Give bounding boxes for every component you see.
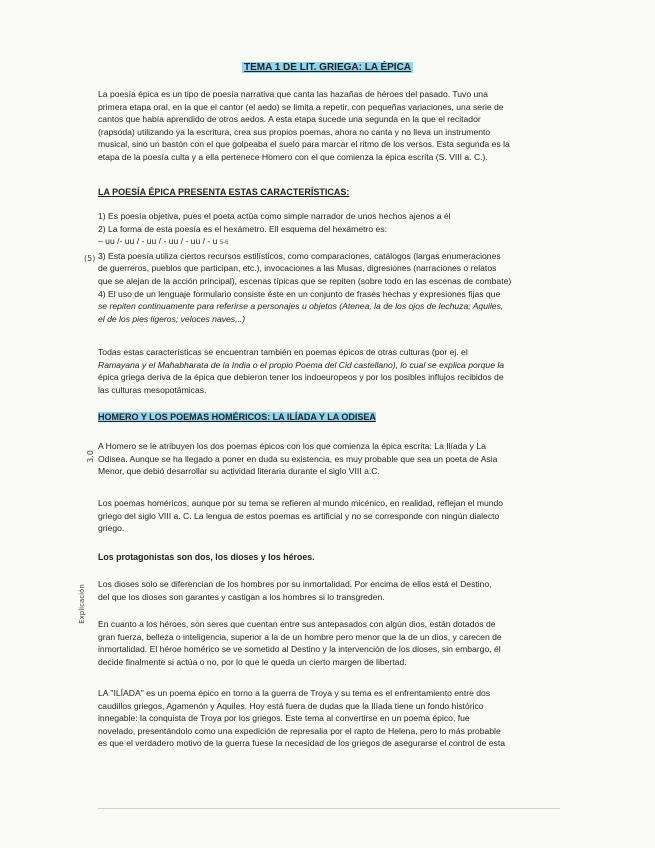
intro-line-4: (rapsoda) utilizando ya la escritura, crea sus propios poemas, ahora no canta y no lleva un instrumento (98, 126, 491, 137)
homer-p2-line-2: griego del siglo VIII a. C. La lengua de estos poemas es artificial y no se corresponde con ningún dialecto (98, 510, 500, 521)
feature-1: 1) Es poesía objetiva, pues el poeta actúa como simple narrador de unos hechos ajenos a él (98, 211, 451, 221)
intro-line-2: primera etapa oral, en la que el cantor (el aedo) se limita a repetir, con pequeñas variaciones, una serie de (98, 101, 504, 112)
homer-paragraph-1 (98, 440, 560, 478)
protagonists-heading: Los protagonistas son dos, los dioses y los héroes. (98, 552, 315, 562)
gods-line-1: Los dioses solo se diferencian de los hombres por su inmortalidad. Por encima de ellos está el Destino, (98, 579, 492, 589)
gods-paragraph (98, 578, 560, 603)
others-line-3: épica griega deriva de la épica que debieron tener los indoeuropeos y por los posibles influjos recibidos de (98, 372, 504, 383)
feature-4-line-1: 4) El uso de un lenguaje formulario consiste éste en un conjunto de frases hechas y expresiones fijas que (98, 288, 501, 299)
iliad-line-3: innegable: la conquista de Troya por los griegos. Este tema al convertirse en un poema épico, fue (98, 713, 470, 724)
homer-p1-line-3: Menor, que debió desarrollar su actividad literaria durante el siglo VIII a.C. (98, 466, 380, 477)
intro-line-3: cantos que había aprendido de otros aedos. A esta etapa sucede una segunda en la que el recitador (98, 114, 481, 125)
feature-2: 2) La forma de esta poesía es el hexámetro. Ell esquema del hexámetro es: (98, 223, 388, 234)
hexameter-note: 5-6 (219, 240, 229, 247)
intro-line-5: musical, sino un bastón con el que golpeaba el suelo para marcar el ritmo de los versos. Esta segunda es la (98, 139, 510, 150)
homer-p2-line-1: Los poemas homéricos, aunque por su tema se refieren al mundo micénico, en realidad, reflejan el mundo (98, 498, 504, 508)
intro-paragraph (98, 88, 560, 164)
features-heading: LA POESÍA ÉPICA PRESENTA ESTAS CARACTERÍSTICAS: (98, 187, 350, 197)
feature-4-line-2: se repiten continuamente para referirse a personajes u objetos (Atenea, la de los ojos de lechuza; Aquiles, (98, 301, 504, 312)
iliad-line-5: es que el verdadero motivo de la guerra fuese la necesidad de los griegos de asegurarse el control de esta (98, 738, 506, 749)
iliad-line-1: LA "ILÍADA" es un poema épico en torno a la guerra de Troya y su tema es el enfrentamiento entre dos (98, 688, 491, 698)
others-line-1: Todas estas características se encuentran también en poemas épicos de otras culturas (por ej. el (98, 347, 468, 357)
homer-p2-line-3: griego. (98, 523, 125, 534)
feature-3-line-2: de guerreros, pueblos que participan, etc.), invocaciones a las Musas, digresiones (narraciones o relatos (98, 263, 497, 274)
gods-line-2: del que los dioses son garantes y castigan a los hombres si lo transgreden. (98, 591, 385, 602)
heroes-line-1: En cuanto a los héroes, son seres que cuentan entre sus antepasados con algún dios, están dotados de (98, 619, 496, 629)
homer-paragraph-2 (98, 497, 560, 535)
margin-note-explicacion: Explicación (77, 584, 86, 624)
feature-3-line-1: 3) Esta poesía utiliza ciertos recursos estilísticos, como comparaciones, catálogos (largas enumeraciones (98, 250, 501, 261)
heroes-line-4: decide finalmente si actúa o no, por lo que le queda un cierto margen de libertad. (98, 656, 407, 667)
intro-line-6: etapa de la poesía culta y a ella pertenece Homero con el que comienza la épica escrita (S. VIII a. C.). (98, 151, 488, 162)
intro-line-1: La poesía épica es un tipo de poesía narrativa que canta las hazañas de héroes del pasado. Tuvo una (98, 89, 488, 99)
features-list (98, 210, 560, 325)
feature-4-line-3: el de los pies ligeros; veloces naves,..) (98, 313, 246, 324)
feature-3-line-3: que se alejan de la acción principal), escenas típicas que se repiten (sobre todo en las escenas de combate) (98, 275, 512, 286)
page-title: TEMA 1 DE LIT. GRIEGA: LA ÉPICA (243, 62, 412, 73)
margin-note-homer: 3.0 (85, 450, 95, 463)
iliad-line-2: caudillos griegos, Agamenón y Aquiles. Hoy está fuera de dudas que la Ilíada tiene un fondo histórico (98, 700, 484, 711)
others-line-2: Ramayana y el Mahabharata de la India o el propio Poema del Cid castellano), lo cual se explica porque la (98, 359, 505, 370)
bottom-divider (98, 808, 560, 809)
heroes-paragraph (98, 618, 560, 668)
heroes-line-3: inmortalidad. El héroe homérico se ve sometido al Destino y la intervención de los dioses, sin embargo, él (98, 644, 501, 655)
iliad-line-4: novelado, presentándolo como una expedición de represalia por el rapto de Helena, pero lo más probable (98, 725, 501, 736)
heroes-line-2: gran fuerza, belleza o inteligencia, superior a la de un hombre pero menor que la de un dios, y carecen de (98, 631, 502, 642)
others-line-4: las culturas mesopotámicas. (98, 384, 207, 395)
other-cultures-paragraph (98, 346, 560, 396)
homer-p1-line-2: Odisea. Aunque se ha llegado a poner en duda su existencia, es muy probable que sea un poeta de Asia (98, 453, 498, 464)
iliad-paragraph (98, 687, 560, 750)
margin-note-5: (5) (84, 254, 96, 263)
hexameter-scheme: – uu /- uu / - uu / - uu / - uu / - u 5-6 (98, 236, 229, 247)
homer-p1-line-1: A Homero se le atribuyen los dos poemas épicos con los que comienza la épica escrita: La Ilíada y La (98, 441, 486, 451)
homer-heading: HOMERO Y LOS POEMAS HOMÉRICOS: LA ILÍADA Y LA ODISEA (98, 412, 376, 422)
